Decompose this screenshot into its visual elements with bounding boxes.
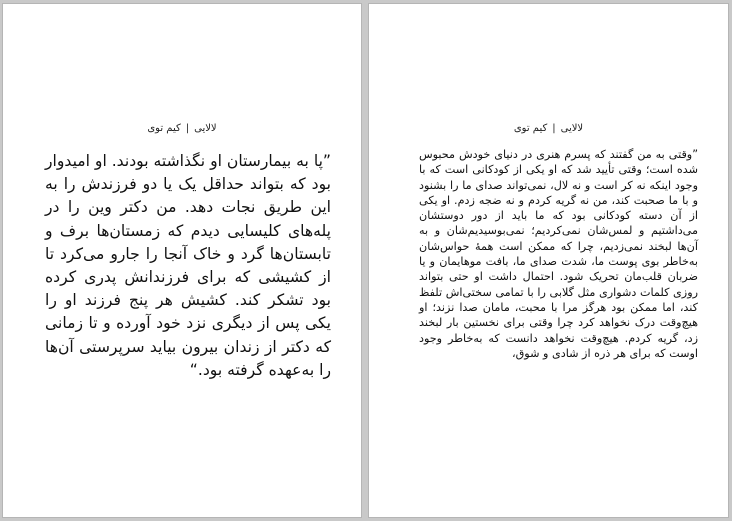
- header-book-title: لالایی: [194, 123, 217, 134]
- page-body-text: ”وقتی به من گفتند که پسرم هنری در دنیای خودش محبوس شده است؛ وقتی تأیید شد که او یکی از کودکانی است که با وجود اینکه نه کر است و نه لال، نمی‌تواند صدای ما را بشنود و با ما صحبت کند، من نه گریه کردم و نه ضجه زدم. او یکی از آن دسته کودکانی بود که ما باید از دور دوستشان می‌داشتیم و لمس‌شان نمی‌کردیم؛ نمی‌بوسیدیم‌شان و به آن‌ها لبخند نمی‌زدیم، چرا که ممکن است همهٔ حواس‌شان به‌خاطر بوی پوست ما، شدت صدای ما، بافت موهایمان و یا ضربان قلب‌مان تحریک شود. احتمال داشت او حتی بتواند روزی کلمات دشواری مثل گلابی را با تمامی سختی‌اش تلفظ کند، اما ممکن بود هرگز مرا با محبت، مامان صدا نزند؛ او هیچ‌وقت درک نخواهد کرد چرا وقتی برای نخستین بار لبخند زد، گریه کردم. هیچ‌وقت نخواهد دانست که به‌خاطر وجود اوست که برای هر ذره از شادی و شوق،: [419, 148, 698, 360]
- left-page: [2, 3, 362, 518]
- header-author: کیم توی: [147, 123, 181, 134]
- header-separator: |: [185, 123, 190, 134]
- page-body-text: ”پا به بیمارستان او نگذاشته بودند. او امیدوار بود که بتواند حداقل یک یا دو فرزندش را به این طریق نجات دهد. من دکتر وین را در پله‌های کلیسایی دیدم که زمستان‌ها برف و تابستان‌ها گرد و خاک آنجا را جارو می‌کرد تا از کشیشی که برای فرزندانش پدری کرده بود تشکر کند. کشیش هر پنج فرزند او را یکی پس از دیگری نزد خود آورده و تا زمانی که دکتر از زندان بیرون بیاید سرپرستی آن‌ها را به‌عهده گرفته بود.“: [44, 152, 331, 379]
- header-book-title: لالایی: [560, 123, 584, 134]
- page-header: [3, 123, 361, 134]
- header-author: کیم توی: [513, 123, 548, 134]
- right-page: [368, 3, 729, 518]
- page-header: [369, 123, 728, 134]
- header-separator: |: [552, 123, 556, 134]
